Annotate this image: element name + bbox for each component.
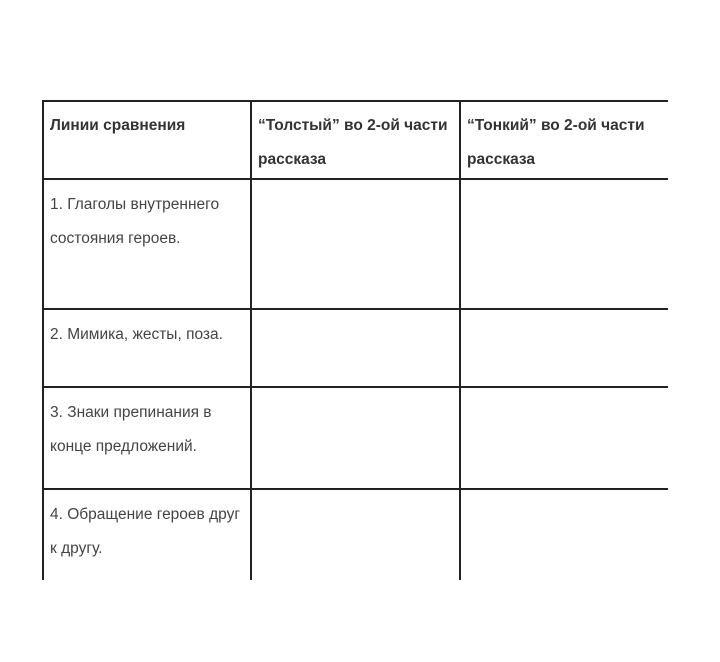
comparison-table-container <box>42 100 668 580</box>
table-header-row <box>43 101 668 179</box>
table-row <box>43 387 668 489</box>
row-label-mimicry: 2. Мимика, жесты, поза. <box>43 309 251 387</box>
cell-fat-verbs <box>251 179 460 309</box>
row-label-address: 4. Обращение героев друг к другу. <box>43 489 251 580</box>
cell-thin-punctuation <box>460 387 668 489</box>
cell-fat-punctuation <box>251 387 460 489</box>
table-row <box>43 179 668 309</box>
cell-fat-address <box>251 489 460 580</box>
cell-fat-mimicry <box>251 309 460 387</box>
row-label-punctuation: 3. Знаки препинания в конце предложений. <box>43 387 251 489</box>
cell-thin-verbs <box>460 179 668 309</box>
header-fat-part-two: “Толстый” во 2-ой части рассказа <box>251 101 460 179</box>
cell-thin-address <box>460 489 668 580</box>
table-row <box>43 489 668 580</box>
header-comparison-lines: Линии сравнения <box>43 101 251 179</box>
cell-thin-mimicry <box>460 309 668 387</box>
table-row <box>43 309 668 387</box>
row-label-verbs: 1. Глаголы внутреннего состояния героев. <box>43 179 251 309</box>
comparison-table <box>42 100 668 580</box>
header-thin-part-two: “Тонкий” во 2-ой части рассказа <box>460 101 668 179</box>
